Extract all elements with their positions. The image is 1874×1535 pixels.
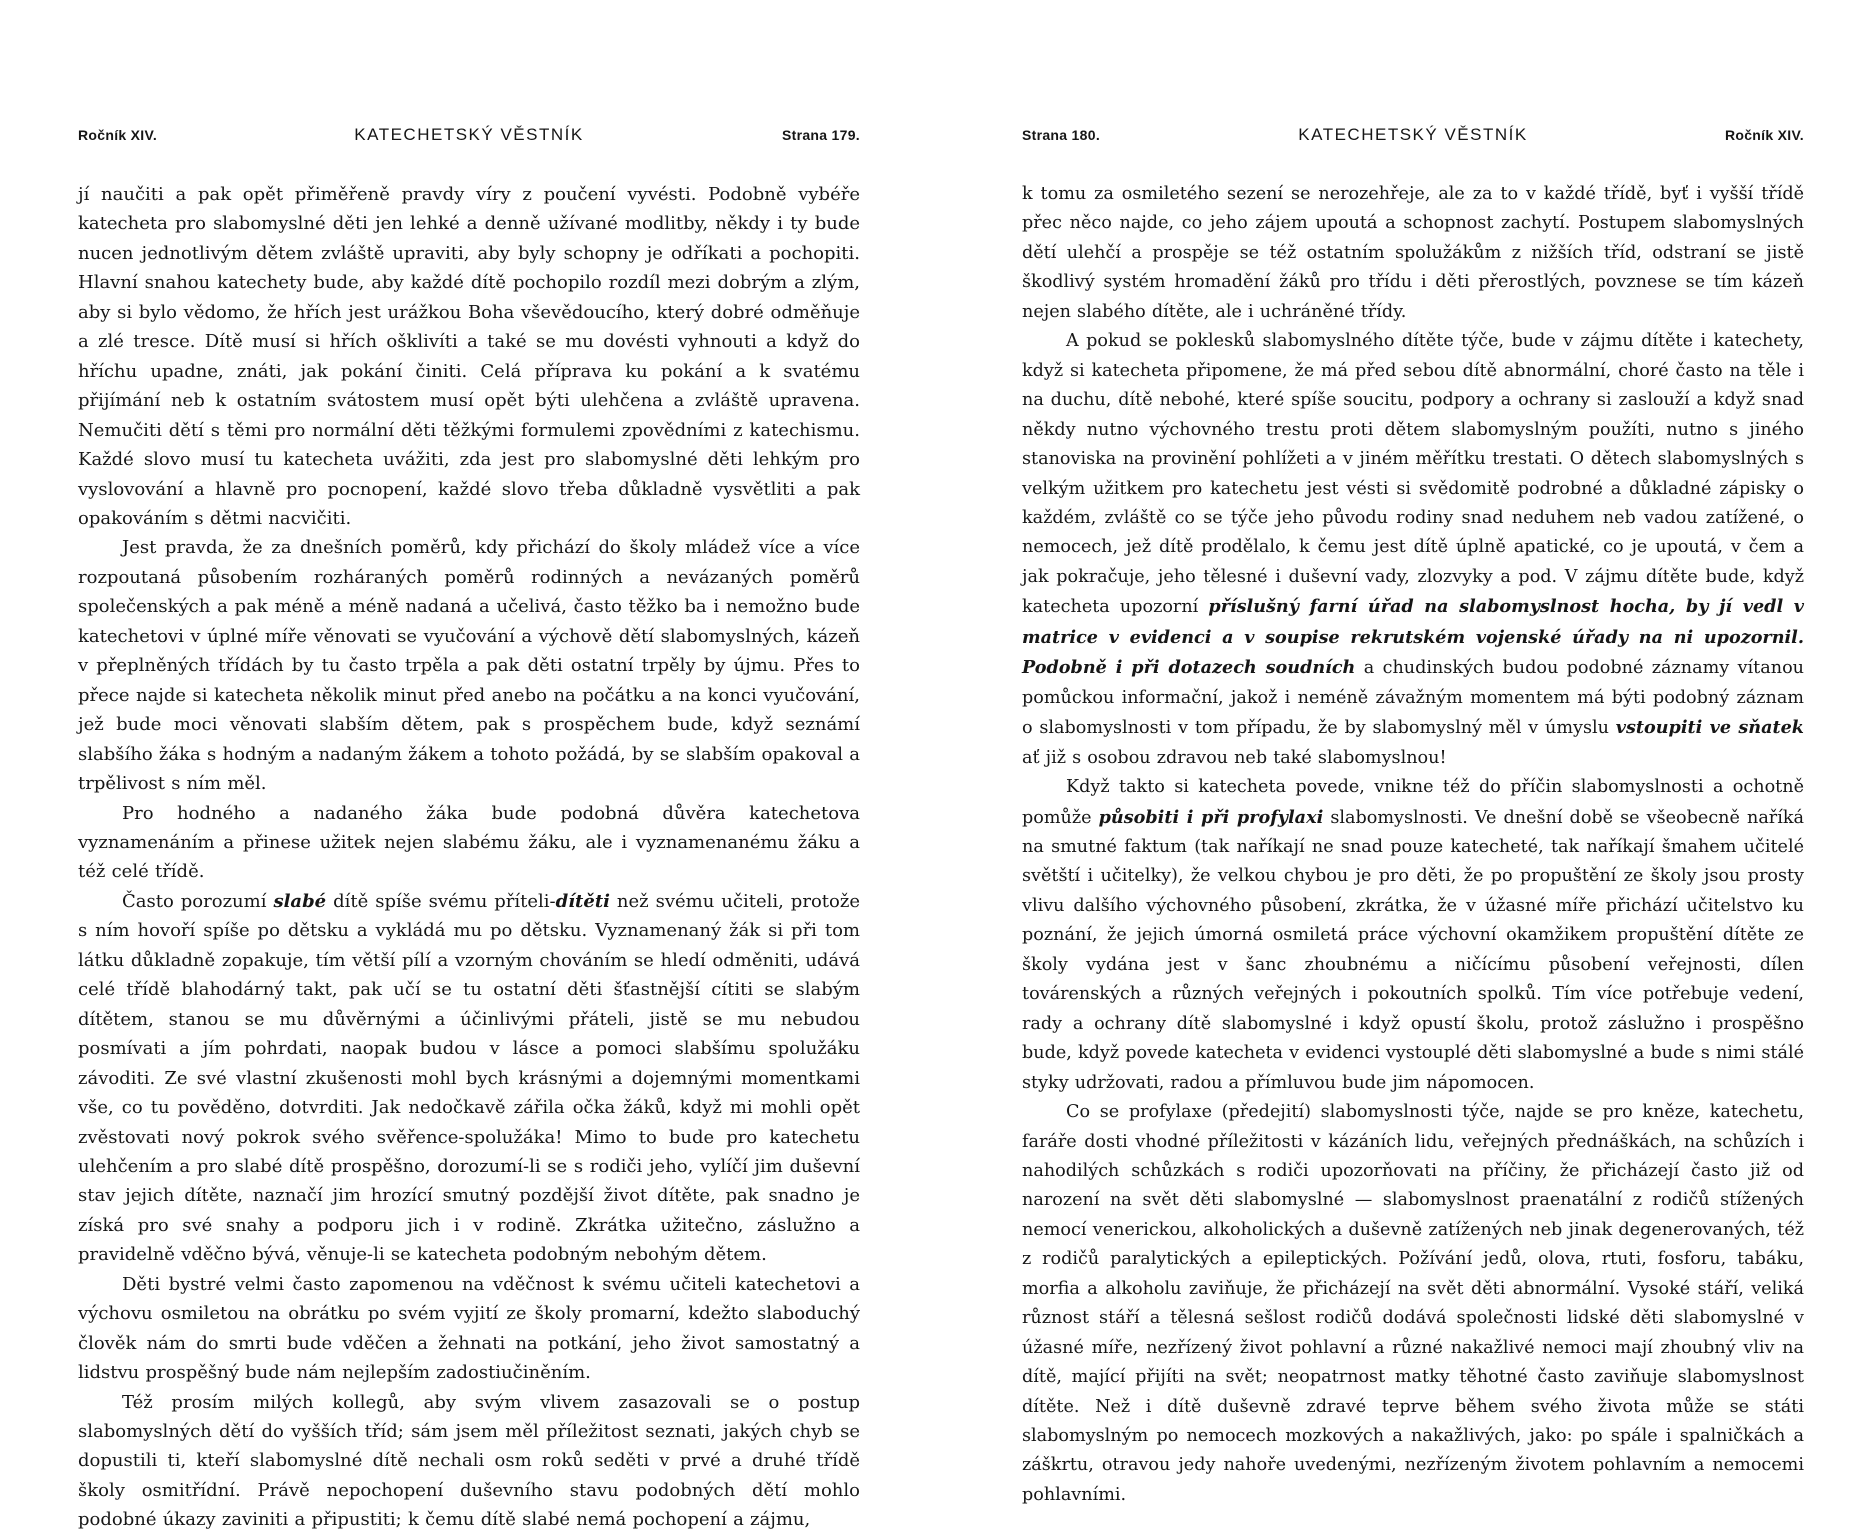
text-run: slabomyslnosti. Ve dnešní době se všeobecně naříká na smutné faktum (tak naříkají ne snad pouze katecheté, tak naříkají šmahem učitelé světští i učitelky), že velkou chybou je pro děti, že po propuštění ze školy jsou prosty vlivu dalšího výchovného působení, zkrátka, že v úžasné míře přichází učitelstvo ku poznání, že jejich úmorná osmiletá práce výchovní okamžikem propuštění dítěte ze školy vydána jest v šanc zhoubnému a ničícímu působení veřejnosti, dílen továrenských a různých veřejných i pokoutních spolků. Tím více potřebuje vedení, rady a ochrany dítě slabomyslné i když opustí školu, protož záslužno i prospěšno bude, když povede katecheta v evidenci vystouplé děti slabomyslné a bude s nimi stálé styky udržovati, radou a přímluvou bude jim nápomocen. bbox=[1022, 807, 1804, 1093]
emphasis-snatek: vstoupiti ve sňatek bbox=[1615, 717, 1804, 739]
text-run: Často porozumí bbox=[122, 890, 274, 912]
page-number: Strana 180. bbox=[1022, 127, 1101, 143]
volume-label: Ročník XIV. bbox=[1724, 127, 1804, 143]
text-run: a chudinských budou podobné záznamy vítanou pomůckou informační, jakož i neméně závažným momentem má býti podobný záznam o slabomyslnosti v tom případu, že by slabomyslný měl v úmyslu bbox=[1022, 658, 1804, 739]
text-run: Když takto si katecheta povede, vnikne též do příčin slabomyslnosti a ochotně pomůže bbox=[1022, 777, 1804, 828]
paragraph: Pro hodného a nadaného žáka bude podobná důvěra katechetova vyznamenáním a přinese užitek nejen slabému žáku, ale i vyznamenanému žáku a též celé třídě. bbox=[78, 802, 860, 883]
paragraph: jí naučiti a pak opět přiměřeně pravdy víry z poučení vyvésti. Podobně vybéře katecheta pro slabomyslné děti jen lehké a denně užívané modlitby, někdy i ty bude nucen jednotlivým dětem zvláště upraviti, aby byly schopny je odříkati a pochopiti. Hlavní snahou katechety bude, aby každé dítě pochopilo rozdíl mezi dobrým a zlým, aby si bylo vědomo, že hřích jest urážkou Boha vševědoucího, který dobré odměňuje a zlé tresce. Dítě musí si hřích ošklivíti a také se mu dovésti vyhnouti a když do hříchu upadne, znáti, jak pokání činiti. Celá příprava ku pokání a k svatému přijímání neb k ostatním svátostem musí opět býti ulehčena a zvláště upravena. Nemučiti dětí s těmi pro normální děti těžkými formulemi zpovědními z katechismu. Každé slovo musí tu katecheta uvážiti, zda jest pro slabomyslné děti lehkým pro vyslovování a hlavně pro pocnopení, každé slovo třeba důkladně vysvětliti a pak opakováním s dětmi nacvičiti. bbox=[78, 184, 860, 529]
paragraph: Jest pravda, že za dnešních poměrů, kdy přichází do školy mládež více a více rozpoutaná působením rozháraných poměrů rodinných a nevázaných poměrů společenských a pak méně a méně nadaná a učelivá, často těžko ba i nemožno bude katechetovi v úplné míře věnovati se vyučování a výchově dětí slabomyslných, kázeň v přeplněných třídách by tu často trpěla a pak děti ostatní trpěly by újmu. Přes to přece najde si katecheta několik minut před anebo na počátku a na konci vyučování, jež bude moci věnovati slabším dětem, pak s prospěchem bude, když seznámí slabšího žáka s hodným a nadaným žákem a tohoto požádá, by se slabším opakoval a trpělivost s ním měl. bbox=[78, 537, 860, 795]
paragraph: Děti bystré velmi často zapomenou na vděčnost k svému učiteli katechetovi a výchovu osmiletou na obrátku po svém vyjití ze školy promarní, kdežto slaboduchý člověk nám do smrti bude vděčen a žehnati na potkání, jeho život samostatný a lidstvu prospěšný bude nám nejlepším zadostiučiněním. bbox=[78, 1273, 860, 1384]
emphasis-slabe: slabé bbox=[273, 890, 327, 912]
paragraph bbox=[1022, 327, 1804, 773]
emphasis-diteti: dítěti bbox=[555, 890, 610, 912]
journal-title: KATECHETSKÝ VĚSTNÍK bbox=[354, 125, 584, 144]
page-number: Strana 179. bbox=[781, 127, 860, 143]
journal-title: KATECHETSKÝ VĚSTNÍK bbox=[1298, 125, 1528, 144]
left-page-header bbox=[78, 125, 860, 149]
text-run: dítě spíše svému příteli- bbox=[326, 890, 556, 912]
paragraph bbox=[78, 887, 860, 1270]
volume-label: Ročník XIV. bbox=[78, 127, 158, 143]
text-run: ať již s osobou zdravou neb také slabomyslnou! bbox=[1022, 747, 1447, 768]
paragraph: Též prosím milých kollegů, aby svým vlivem zasazovali se o postup slabomyslných dětí do vyšších tříd; sám jsem měl příležitost seznati, jakých chyb se dopustili ti, kteří slabomyslné dítě nechali osm roků seděti v prvé a druhé třídě školy osmitřídní. Právě nepochopení duševního stavu podobných dětí mohlo podobné úkazy zaviniti a připustiti; k čemu dítě slabé nemá pochopení a zájmu, bbox=[78, 1391, 860, 1531]
paragraph: Co se profylaxe (předejití) slabomyslnosti týče, najde se pro kněze, katechetu, faráře dosti vhodné příležitosti v kázáních lidu, veřejných přednáškách, na schůzích i nahodilých schůzkách s rodiči upozorňovati na příčiny, že přicházejí často již od narození na svět děti slabomyslné — slabomyslnost praenatální z rodičů stížených nemocí venerickou, alkoholických a duševně zatížených neb jinak degenerovaných, též z rodičů paralytických a epileptických. Požívání jedů, olova, rtuti, fosforu, tabáku, morfia a alkoholu zaviňuje, že přicházejí na svět děti abnormální. Vysoké stáří, veliká různost stáří a tělesná sešlost rodičů dodává společnosti lidské děti slabomyslné v úžasné míře, nezřízený život pohlavní a různé nakažlivé nemoci mají zhoubný vliv na dítě, mající přijíti na svět; neopatrnost matky těhotné často zaviňuje slabomyslnost dítěte. Než i dítě duševně zdravé teprve během svého života může se státi slabomyslným po nemocech mozkových a nakažlivých, jako: po spále i spalničkách a záškrtu, otravou jedy nahoře uvedenými, nezřízeným životem pohlavním a nemocemi pohlavními. bbox=[1022, 1102, 1804, 1505]
paragraph: k tomu za osmiletého sezení se nerozehřeje, ale za to v každé třídě, byť i vyšší třídě přec něco najde, co jeho zájem upoutá a schopnost zachytí. Postupem slabomyslných dětí ulehčí a prospěje se též ostatním spolužákům z nižších tříd, odstraní se jistě škodlivý systém hromadění žáků pro třídu i děti přerostlých, povznese se tím kázeň nejen slabého dítěte, ale i uchráněné třídy. bbox=[1022, 184, 1804, 322]
right-page bbox=[1022, 0, 1804, 1505]
text-run: A pokud se poklesků slabomyslného dítěte týče, bude v zájmu dítěte i katechety, když si katecheta připomene, že má před sebou dítě abnormální, choré často na těle i na duchu, dítě nebohé, které spíše soucitu, podpory a ochrany si zaslouží a když snad někdy nutno výchovného trestu proti dětem slabomyslným použíti, nutno s jiného stanoviska na provinění pohlížeti a v jiném měřítku trestati. O dětech slabomyslných s velkým užitkem pro katechetu jest vésti si svědomitě podrobné a důkladné zápisky o každém, zvláště co se týče jeho původu rodiny snad neduhem neb vadou zatížené, o nemocech, jež dítě prodělalo, k čemu jest dítě úplně apatické, co je upoutá, v čem a jak pokračuje, jeho tělesné i duševní vady, zlozvyky a pod. V zájmu dítěte bude, když katecheta upozorní bbox=[1022, 331, 1804, 618]
text-run: než svému učiteli, protože s ním hovoří spíše po dětsku a vykládá mu po dětsku. Vyznamenaný žák si při tom látku důkladně zopakuje, tím větší pílí a vzorným chováním se hledí odměniti, udává celé třídě blahodárný takt, pak učí se tu ostatní děti šťastnější cítiti se slabým dítětem, stanou se mu důvěrnými a účinlivými přáteli, jistě se mu nebudou posmívati a jím pohrdati, naopak budou v lásce a pomoci slabšímu spolužáku závoditi. Ze své vlastní zkušenosti mohl bych krásnými a dojemnými momentkami vše, co tu pověděno, dotvrditi. Jak nedočkavě zářila očka žáků, když mi mohli opět zvěstovati nový pokrok svého svěřence-spolužáka! Mimo to bude pro katechetu ulehčením a pro slabé dítě prospěšno, dorozumí-li se s rodiči jeho, vylíčí jim duševní stav jejich dítěte, naznačí jim hrozící smutný pozdější život dítěte, pak snadno je získá pro své snahy a podporu jich i v rodině. Zkrátka užitečno, záslužno a pravidelně vděčno bývá, věnuje-li se katecheta podobným nebohým dětem. bbox=[78, 890, 860, 1266]
paragraph bbox=[1022, 773, 1804, 1098]
emphasis-farni-urad: příslušný farní úřad na slabomyslnost hocha, by jí vedl v matrice v evidenci a v soupise rekrutském vojenské úřady na ni upozornil. Podobně i při dotazech soudních bbox=[1022, 596, 1804, 679]
right-page-text bbox=[1022, 180, 1804, 1505]
left-page-text bbox=[78, 180, 860, 1531]
left-page bbox=[78, 0, 860, 1531]
right-page-header bbox=[1022, 125, 1804, 149]
emphasis-profylaxi: působiti i při profylaxi bbox=[1098, 806, 1324, 828]
